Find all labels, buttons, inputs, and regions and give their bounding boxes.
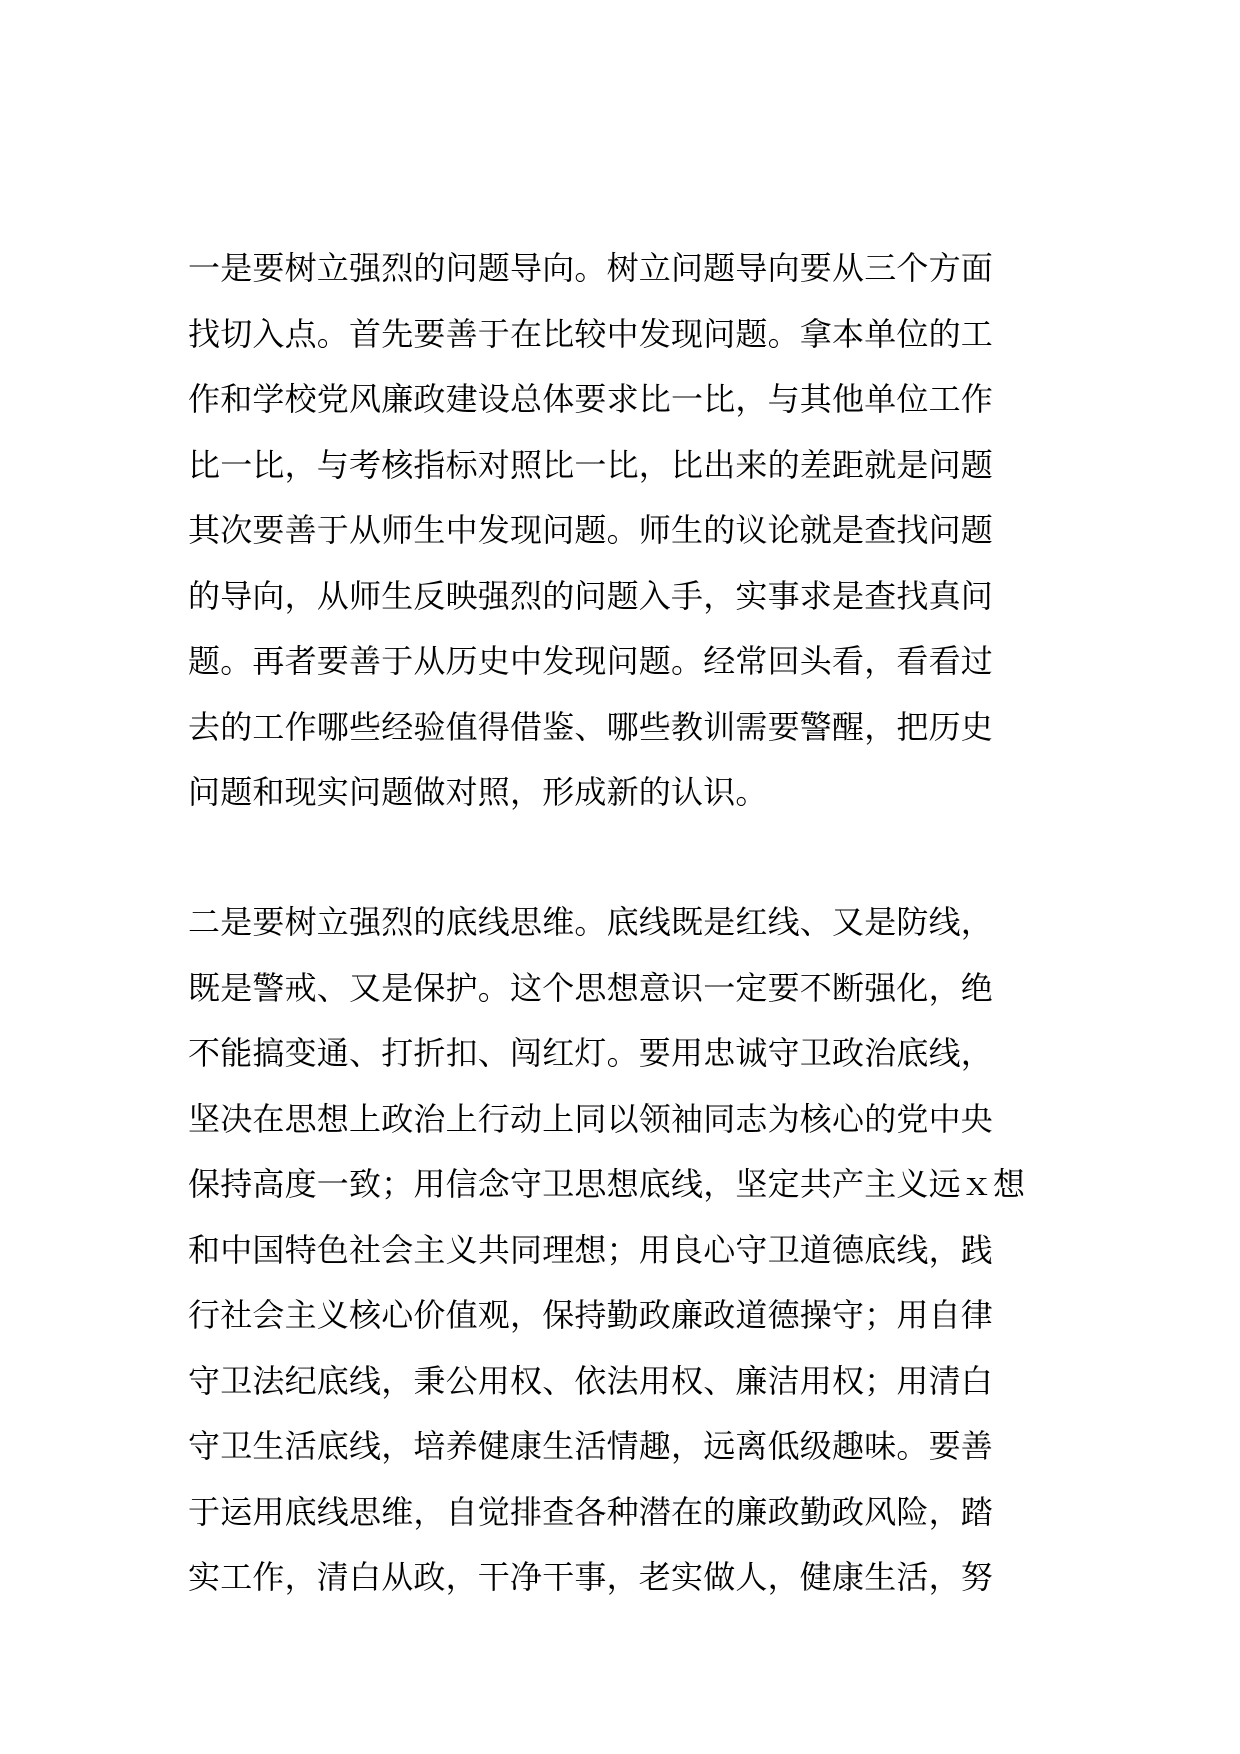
text-line: 比一比，与考核指标对照比一比，比出来的差距就是问题 [188,445,994,484]
text-line: 和中国特色社会主义共同理想；用良心守卫道德底线，践 [188,1230,994,1269]
paragraph-problem-orientation [188,236,1058,826]
text-line: 守卫法纪底线，秉公用权、依法用权、廉洁用权；用清白 [188,1361,994,1400]
text-line: 保持高度一致；用信念守卫思想底线，坚定共产主义远ｘ想 [188,1165,1026,1203]
text-line: 的导向，从师生反映强烈的问题入手，实事求是查找真问 [188,576,994,615]
text-line: 实工作，清白从政，干净干事，老实做人，健康生活，努 [188,1558,994,1596]
text-line: 问题和现实问题做对照，形成新的认识。 [188,773,768,811]
text-line: 既是警戒、又是保护。这个思想意识一定要不断强化，绝 [188,968,994,1007]
text-line: 于运用底线思维，自觉排查各种潜在的廉政勤政风险，踏 [188,1492,994,1531]
text-line: 行社会主义核心价值观，保持勤政廉政道德操守；用自律 [188,1296,994,1334]
text-line: 守卫生活底线，培养健康生活情趣，远离低级趣味。要善 [188,1427,994,1465]
text-line: 去的工作哪些经验值得借鉴、哪些教训需要警醒，把历史 [188,707,994,746]
text-line: 题。再者要善于从历史中发现问题。经常回头看，看看过 [188,642,994,680]
paragraph-bottom-line-thinking [188,890,1058,1611]
text-line: 其次要善于从师生中发现问题。师生的议论就是查找问题 [188,511,994,549]
text-line: 不能搞变通、打折扣、闯红灯。要用忠诚守卫政治底线， [188,1034,994,1072]
text-line: 找切入点。首先要善于在比较中发现问题。拿本单位的工 [188,314,994,353]
text-line: 二是要树立强烈的底线思维。底线既是红线、又是防线， [188,903,994,941]
text-line: 坚决在思想上政治上行动上同以领袖同志为核心的党中央 [188,1099,994,1138]
text-line: 作和学校党风廉政建设总体要求比一比，与其他单位工作 [188,380,994,418]
text-line: 一是要树立强烈的问题导向。树立问题导向要从三个方面 [188,249,994,287]
